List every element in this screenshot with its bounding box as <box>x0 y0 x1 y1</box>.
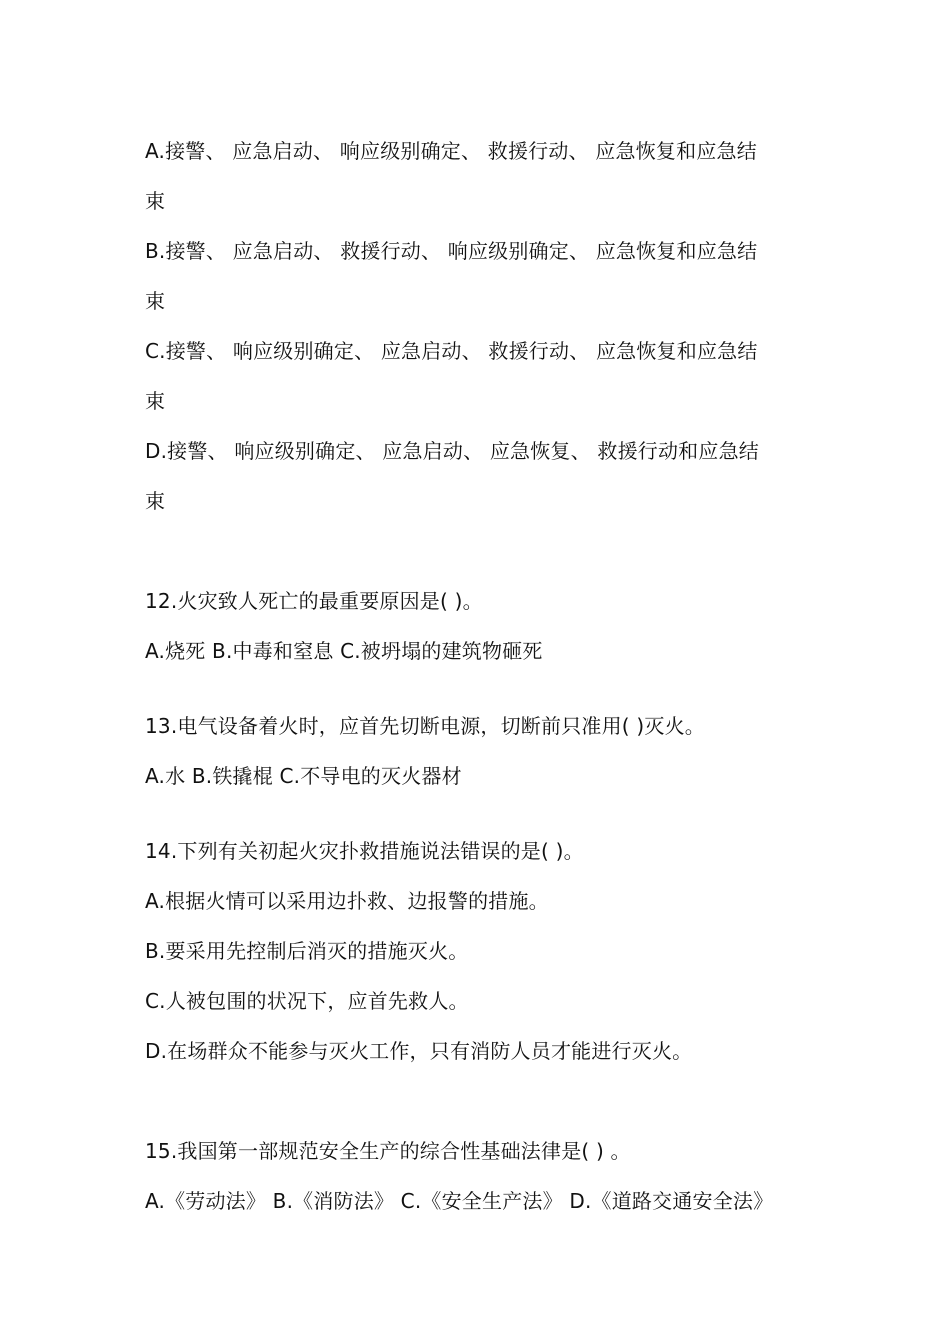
question-14-option-b: B.要采用先控制后消灭的措施灭火。 <box>145 939 469 963</box>
option-b-line-1: B.接警、 应急启动、 救援行动、 响应级别确定、 应急恢复和应急结 <box>145 239 758 263</box>
question-14-option-d: D.在场群众不能参与灭火工作，只有消防人员才能进行灭火。 <box>145 1039 693 1063</box>
question-12 <box>145 576 810 676</box>
option-b-line-2: 束 <box>145 289 166 313</box>
spacer <box>145 676 810 701</box>
spacer <box>145 801 810 826</box>
question-14 <box>145 826 810 1076</box>
question-14-option-a: A.根据火情可以采用边扑救、边报警的措施。 <box>145 889 549 913</box>
question-content <box>145 126 810 1226</box>
option-a-line-2: 束 <box>145 189 166 213</box>
option-d-line-1: D.接警、 响应级别确定、 应急启动、 应急恢复、 救援行动和应急结 <box>145 439 759 463</box>
spacer <box>145 526 810 576</box>
question-14-text: 14.下列有关初起火灾扑救措施说法错误的是( )。 <box>145 839 584 863</box>
spacer <box>145 1076 810 1126</box>
question-15 <box>145 1126 810 1226</box>
option-c-line-1: C.接警、 响应级别确定、 应急启动、 救援行动、 应急恢复和应急结 <box>145 339 758 363</box>
option-d-line-2: 束 <box>145 489 166 513</box>
question-12-text: 12.火灾致人死亡的最重要原因是( )。 <box>145 589 483 613</box>
question-13-text: 13.电气设备着火时，应首先切断电源，切断前只准用( )灭火。 <box>145 714 705 738</box>
option-c-line-2: 束 <box>145 389 166 413</box>
question-11-options <box>145 126 810 526</box>
question-15-options: A.《劳动法》 B.《消防法》 C.《安全生产法》 D.《道路交通安全法》 <box>145 1189 774 1213</box>
question-15-text: 15.我国第一部规范安全生产的综合性基础法律是( ) 。 <box>145 1139 631 1163</box>
question-13-options: A.水 B.铁撬棍 C.不导电的灭火器材 <box>145 764 462 788</box>
option-a-line-1: A.接警、 应急启动、 响应级别确定、 救援行动、 应急恢复和应急结 <box>145 139 757 163</box>
question-13 <box>145 701 810 801</box>
question-14-option-c: C.人被包围的状况下，应首先救人。 <box>145 989 469 1013</box>
question-12-options: A.烧死 B.中毒和窒息 C.被坍塌的建筑物砸死 <box>145 639 543 663</box>
